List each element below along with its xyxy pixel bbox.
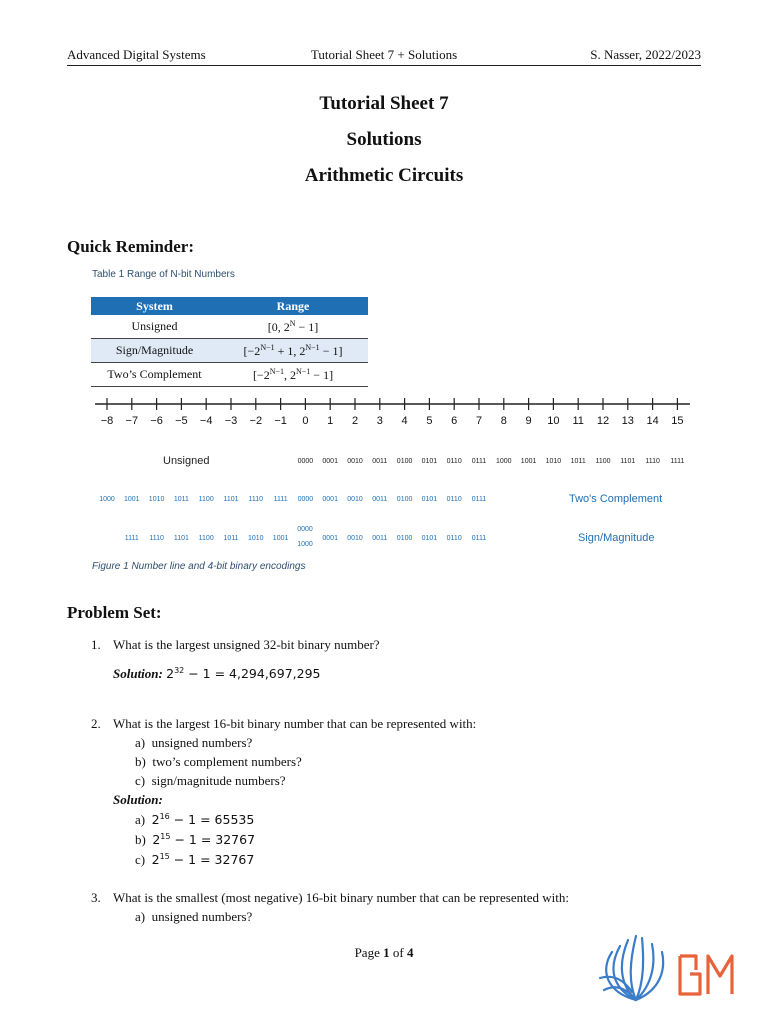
tick-label: 1	[327, 415, 334, 427]
tick-label: −8	[100, 415, 114, 427]
tick-label: 2	[351, 415, 359, 427]
q2-solution-label: Solution:	[113, 792, 163, 807]
sign-magnitude-label: Sign/Magnitude	[578, 532, 655, 544]
header-course: Advanced Digital Systems	[67, 47, 206, 62]
binary-code: 0110	[446, 496, 462, 503]
binary-code: 0101	[421, 535, 438, 542]
solution-label: Solution:	[113, 666, 163, 682]
q1-text: What is the largest unsigned 32-bit binary number?	[113, 637, 380, 652]
binary-code: 0000	[297, 496, 314, 503]
sm-zero-positive: 0000	[297, 526, 313, 533]
tick-label: −7	[125, 415, 139, 427]
tick-label: 12	[596, 415, 610, 427]
binary-code: 0011	[372, 458, 388, 465]
tick-label: 10	[547, 415, 560, 427]
q2-text: What is the largest 16-bit binary number that can be represented with:	[113, 716, 477, 731]
figure-caption: Figure 1 Number line and 4-bit binary encodings	[92, 561, 306, 572]
tick-label: 15	[671, 415, 684, 427]
binary-code: 1110	[645, 458, 660, 465]
binary-code: 0011	[372, 496, 388, 503]
binary-code: 1100	[595, 458, 611, 465]
binary-code: 1010	[148, 496, 165, 503]
binary-code: 0001	[322, 458, 338, 465]
header-system: System	[91, 297, 218, 315]
header-author: S. Nasser, 2022/2023	[590, 47, 701, 62]
binary-code: 1011	[570, 458, 586, 465]
university-logo-icon	[596, 930, 746, 1004]
tick-label: −3	[224, 415, 238, 427]
page-header	[67, 47, 701, 66]
binary-code: 1110	[149, 535, 164, 542]
tick-label: 11	[572, 415, 584, 427]
tick-label: −6	[150, 415, 163, 427]
tick-label: 14	[646, 415, 659, 427]
tick-label: 13	[621, 415, 634, 427]
binary-code: 1111	[124, 535, 139, 542]
q1-number: 1.	[91, 637, 101, 652]
tick-label: −2	[249, 415, 263, 427]
binary-code: 0010	[347, 496, 363, 503]
range-cell: [0, $2^N - 1$]	[218, 315, 368, 339]
title-line-1: Tutorial Sheet 7	[319, 93, 449, 114]
title-line-3: Arithmetic Circuits	[304, 165, 464, 186]
title-line-2: Solutions	[346, 129, 422, 150]
binary-code: 1101	[620, 458, 636, 465]
binary-code: 1011	[223, 535, 239, 542]
system-cell: Sign/Magnitude	[91, 339, 218, 363]
binary-code: 0001	[322, 535, 338, 542]
unsigned-label: Unsigned	[163, 455, 210, 467]
page-footer: Page 1 of 4	[354, 945, 414, 960]
tick-label: −4	[199, 415, 213, 427]
header-sheet: Tutorial Sheet 7 + Solutions	[310, 47, 458, 62]
reminder-heading: Quick Reminder:	[67, 237, 195, 256]
binary-code: 0001	[322, 496, 338, 503]
binary-code: 0010	[347, 535, 363, 542]
q1-answer: $2^{32} - 1 = 4,294,697,295$	[166, 666, 321, 682]
table-row	[91, 315, 368, 339]
q2-number: 2.	[91, 716, 101, 731]
q2-option-b: b) two’s complement numbers?	[135, 754, 302, 769]
binary-code: 1111	[670, 458, 685, 465]
binary-code: 1010	[248, 535, 264, 542]
tick-label: 9	[525, 415, 532, 427]
binary-code: 1001	[272, 535, 289, 542]
binary-code: 1101	[173, 535, 189, 542]
tick-label: 8	[500, 415, 507, 427]
binary-code: 1001	[124, 496, 140, 503]
problem-set-heading: Problem Set:	[67, 603, 162, 622]
binary-code: 1101	[223, 496, 239, 503]
table-row	[91, 363, 368, 387]
binary-code: 1011	[173, 496, 189, 503]
binary-code: 0110	[446, 458, 462, 465]
q2-answer-a: a) $2^{16} - 1 = 65535$	[135, 812, 255, 828]
tick-label: 7	[475, 415, 483, 427]
twos-complement-label: Two's Complement	[569, 493, 663, 505]
range-table	[91, 297, 368, 387]
tick-label: −1	[274, 415, 287, 427]
tick-label: 3	[376, 415, 383, 427]
q2-option-a: a) unsigned numbers?	[135, 735, 253, 750]
binary-code: 0110	[446, 535, 462, 542]
header-range: Range	[218, 297, 368, 315]
q2-answer-c: c) $2^{15} - 1 = 32767$	[135, 852, 255, 868]
sm-zero-negative: 1000	[297, 541, 313, 548]
binary-code: 1001	[520, 458, 537, 465]
range-cell: [$-2^{N-1} + 1$, $2^{N-1} - 1$]	[218, 339, 368, 363]
q2-answer-b: b) $2^{15} - 1 = 32767$	[135, 832, 256, 848]
binary-code: 0000	[297, 458, 314, 465]
binary-code: 1000	[99, 496, 115, 503]
q3-number: 3.	[91, 890, 101, 905]
tick-label: 5	[426, 415, 433, 427]
q3-text: What is the smallest (most negative) 16-bit binary number that can be represented with:	[113, 890, 569, 905]
system-cell: Two’s Complement	[91, 363, 218, 387]
binary-code: 0111	[471, 458, 487, 465]
table-caption: Table 1 Range of N-bit Numbers	[92, 269, 235, 280]
binary-code: 0011	[372, 535, 388, 542]
q1-solution	[113, 666, 321, 682]
tick-label: 0	[302, 415, 309, 427]
range-table-header	[91, 297, 368, 315]
table-row	[91, 339, 368, 363]
binary-code: 1100	[198, 535, 214, 542]
binary-code: 0101	[421, 496, 438, 503]
binary-code: 1111	[273, 496, 288, 503]
binary-code: 1010	[545, 458, 562, 465]
binary-code: 0010	[347, 458, 363, 465]
binary-code: 0101	[421, 458, 438, 465]
binary-code: 0100	[396, 496, 413, 503]
tick-label: 4	[401, 415, 408, 427]
binary-code: 1110	[248, 496, 264, 503]
q3-option-a: a) unsigned numbers?	[135, 909, 253, 924]
binary-code: 1000	[496, 458, 512, 465]
binary-code: 0111	[471, 535, 487, 542]
range-cell: [$-2^{N-1}$, $2^{N-1} - 1$]	[218, 363, 368, 387]
tick-label: 6	[451, 415, 458, 427]
system-cell: Unsigned	[91, 315, 218, 339]
tick-label: −5	[175, 415, 188, 427]
binary-code: 0100	[396, 535, 413, 542]
q2-option-c: c) sign/magnitude numbers?	[135, 773, 286, 788]
binary-code: 0111	[471, 496, 487, 503]
binary-code: 1100	[198, 496, 214, 503]
binary-code: 0100	[396, 458, 413, 465]
